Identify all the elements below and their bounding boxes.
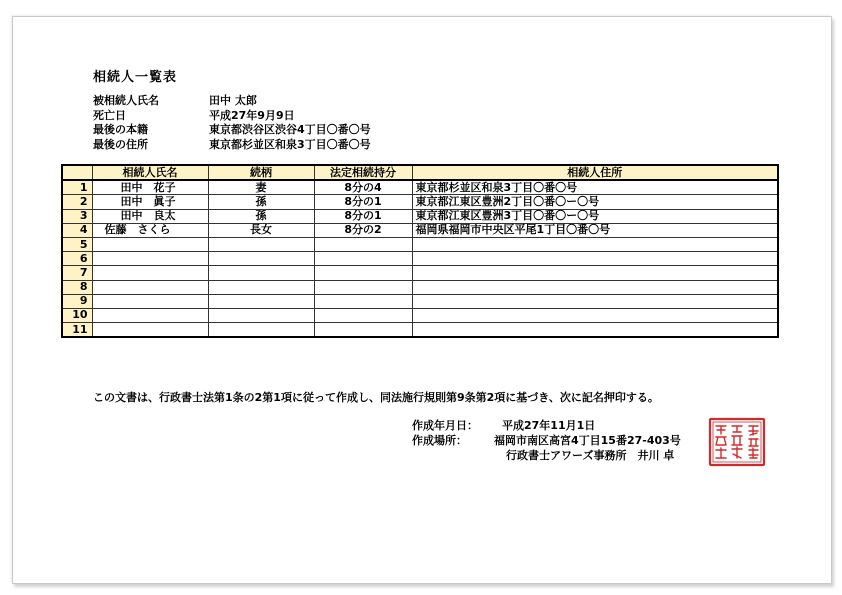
- heir-relation: 長女: [208, 223, 314, 237]
- header-heir-name: 相続人氏名: [92, 165, 208, 180]
- heirs-table: [61, 164, 779, 338]
- created-place-label: 作成場所：: [412, 434, 467, 447]
- seal-stamp-icon: [708, 417, 766, 467]
- row-number: 7: [62, 266, 92, 280]
- death-date-value: 平成27年9月9日: [209, 108, 295, 122]
- heir-address: [412, 266, 778, 280]
- heir-address: 東京都杉並区和泉3丁目〇番〇号: [412, 180, 778, 195]
- table-row: [62, 237, 778, 251]
- heir-relation: 孫: [208, 209, 314, 223]
- row-number: 8: [62, 280, 92, 294]
- heir-relation: [208, 323, 314, 338]
- domicile-label: 最後の本籍: [93, 123, 148, 136]
- table-row: [62, 294, 778, 308]
- created-date-label: 作成年月日：: [412, 419, 478, 432]
- heir-address: [412, 294, 778, 308]
- created-date-value: 平成27年11月1日: [502, 419, 596, 432]
- row-number: 9: [62, 294, 92, 308]
- domicile-value: 東京都渋谷区渋谷4丁目〇番〇号: [209, 123, 371, 136]
- table-row: [62, 180, 778, 195]
- legal-notice: この文書は、行政書士法第1条の2第1項に従って作成し、同法施行規則第9条第2項に基づき、次に記名押印する。: [93, 391, 659, 404]
- header-share: 法定相続持分: [314, 165, 412, 180]
- heir-address: [412, 237, 778, 251]
- row-number: 10: [62, 308, 92, 322]
- heir-relation: [208, 252, 314, 266]
- last-address-label: 最後の住所: [93, 137, 148, 151]
- table-header-row: [62, 165, 778, 180]
- heir-address: 東京都江東区豊洲2丁目〇番〇ー〇号: [412, 195, 778, 209]
- heir-relation: [208, 266, 314, 280]
- table-row: [62, 252, 778, 266]
- row-number: 5: [62, 237, 92, 251]
- heir-relation: [208, 308, 314, 322]
- document-title: 相続人一覧表: [93, 70, 178, 85]
- heir-address: [412, 308, 778, 322]
- heir-relation: 孫: [208, 195, 314, 209]
- heir-address: 東京都江東区豊洲3丁目〇番〇ー〇号: [412, 209, 778, 223]
- heir-name: [92, 252, 208, 266]
- heir-name: 田中 良太: [92, 209, 208, 223]
- table-row: [62, 323, 778, 338]
- row-number: 2: [62, 195, 92, 209]
- death-date-label: 死亡日: [93, 108, 126, 122]
- heir-share: [314, 252, 412, 266]
- heir-address: [412, 323, 778, 338]
- row-number: 4: [62, 223, 92, 237]
- table-row: [62, 209, 778, 223]
- heir-name: [92, 308, 208, 322]
- decedent-name-value: 田中 太郎: [209, 94, 257, 107]
- heir-share: [314, 294, 412, 308]
- heir-name: 田中 眞子: [92, 195, 208, 209]
- row-number: 6: [62, 252, 92, 266]
- row-number: 1: [62, 180, 92, 195]
- office-name: 行政書士アワーズ事務所 井川 卓: [506, 449, 675, 462]
- table-row: [62, 223, 778, 237]
- heir-share: 8分の1: [314, 195, 412, 209]
- heir-address: 福岡県福岡市中央区平尾1丁目〇番〇号: [412, 223, 778, 237]
- header-relation: 続柄: [208, 165, 314, 180]
- heir-name: 田中 花子: [92, 180, 208, 195]
- header-address: 相続人住所: [412, 165, 778, 180]
- heir-address: [412, 280, 778, 294]
- heir-share: [314, 280, 412, 294]
- heir-name: [92, 294, 208, 308]
- heir-relation: [208, 294, 314, 308]
- heir-name: [92, 266, 208, 280]
- heir-share: [314, 266, 412, 280]
- heir-relation: [208, 280, 314, 294]
- heir-relation: [208, 237, 314, 251]
- heir-share: 8分の1: [314, 209, 412, 223]
- heir-relation: 妻: [208, 180, 314, 195]
- heir-name: [92, 237, 208, 251]
- created-place-value: 福岡市南区高宮4丁目15番27-403号: [494, 434, 681, 447]
- heir-share: [314, 323, 412, 338]
- heir-name: [92, 323, 208, 338]
- row-number: 11: [62, 323, 92, 338]
- heir-share: 8分の4: [314, 180, 412, 195]
- header-number: [62, 165, 92, 180]
- table-row: [62, 280, 778, 294]
- heir-share: 8分の2: [314, 223, 412, 237]
- heir-name: 佐藤 さくら: [92, 223, 208, 237]
- heir-share: [314, 237, 412, 251]
- last-address-value: 東京都杉並区和泉3丁目〇番〇号: [209, 137, 371, 151]
- row-number: 3: [62, 209, 92, 223]
- table-row: [62, 308, 778, 322]
- heir-address: [412, 252, 778, 266]
- table-row: [62, 266, 778, 280]
- table-row: [62, 195, 778, 209]
- heir-share: [314, 308, 412, 322]
- heir-name: [92, 280, 208, 294]
- decedent-name-label: 被相続人氏名: [93, 94, 159, 107]
